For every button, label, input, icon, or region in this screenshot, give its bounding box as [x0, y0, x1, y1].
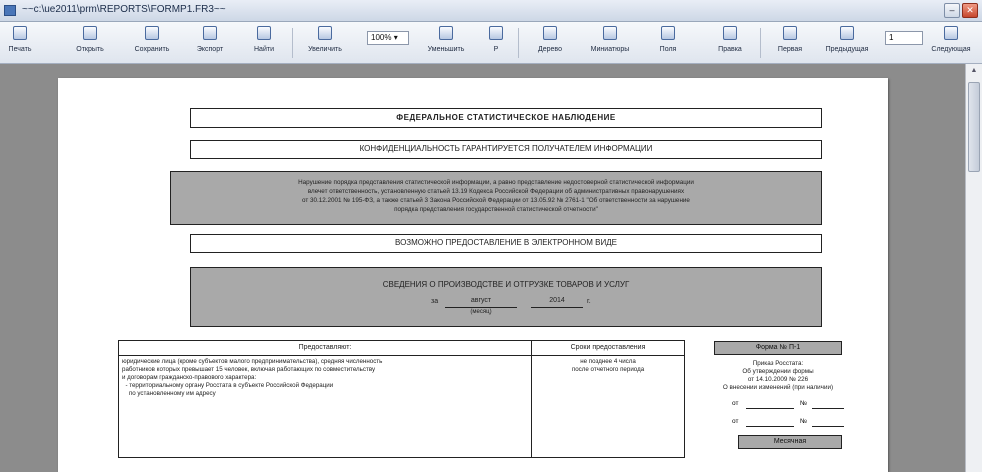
previous-page-icon: [840, 26, 854, 40]
report-page: [58, 78, 888, 472]
fullscreen-icon: [489, 26, 503, 40]
month-underline: [445, 307, 517, 308]
outline-button[interactable]: Дерево: [530, 24, 570, 62]
order-line: от 14.10.2009 № 226: [747, 376, 809, 383]
pencil-icon: [723, 26, 737, 40]
toolbar-separator: [518, 28, 519, 58]
first-page-icon: [783, 26, 797, 40]
scroll-up-icon[interactable]: ▲: [970, 67, 978, 74]
thumbnails-button[interactable]: Миниатюры: [586, 24, 634, 62]
order-line: Приказ Росстата:: [752, 360, 804, 367]
edit-button[interactable]: Правка: [710, 24, 750, 62]
order-number-line: [812, 408, 844, 409]
report-title: СВЕДЕНИЯ О ПРОИЗВОДСТВЕ И ОТГРУЗКЕ ТОВАРОВ И УСЛУГ: [382, 280, 630, 289]
deadline-line: не позднее 4 числа: [580, 358, 636, 365]
period-prefix: за: [431, 298, 439, 305]
fullscreen-button[interactable]: Р: [486, 24, 506, 62]
close-button[interactable]: ✕: [962, 3, 978, 18]
print-button[interactable]: Печать: [2, 24, 38, 62]
submitter-line: по установленному им адресу: [122, 390, 216, 397]
submitters-header: Предоставляют:: [119, 341, 531, 356]
change-number-line: [812, 426, 844, 427]
order-from-label: от: [732, 400, 739, 407]
scroll-thumb[interactable]: [968, 82, 980, 172]
submitter-line: и договорам гражданско-правового характера:: [122, 374, 257, 381]
change-from-label: от: [732, 418, 739, 425]
zoom-in-icon: [318, 26, 332, 40]
tree-icon: [543, 26, 557, 40]
zoom-out-button[interactable]: Уменьшить: [418, 24, 474, 62]
zoom-in-button[interactable]: Увеличить: [300, 24, 350, 62]
report-title-block: [190, 267, 822, 327]
penalty-line: от 30.12.2001 № 195-ФЗ, а также статьей 3 Закона Российской Федерации от 13.05.92 № 2761-1 "Об ответственности за нарушение: [302, 197, 690, 204]
folder-icon: [83, 26, 97, 40]
page-setup-icon: [661, 26, 675, 40]
penalty-notice: [170, 171, 822, 225]
zoom-select[interactable]: 100% ▾: [367, 31, 409, 45]
zoom-out-icon: [439, 26, 453, 40]
report-year: 2014: [549, 297, 565, 304]
penalty-line: влечет ответственность, установленную статьей 13.19 Кодекса Российской Федерации об административных правонарушениях: [307, 188, 685, 195]
order-number-label: №: [800, 400, 807, 407]
open-button[interactable]: Открыть: [72, 24, 108, 62]
find-button[interactable]: Найти: [246, 24, 282, 62]
app-icon: [4, 5, 16, 16]
toolbar: [0, 22, 982, 64]
deadline-line: после отчетного периода: [571, 366, 645, 373]
change-number-label: №: [800, 418, 807, 425]
window-title: ~~c:\ue2011\prm\REPORTS\FORMP1.FR3~~: [22, 4, 226, 15]
first-page-button[interactable]: Первая: [770, 24, 810, 62]
change-date-line: [746, 426, 794, 427]
submitter-line: работников которых превышает 15 человек, включая работающих по совместительству: [122, 366, 376, 373]
title-bar: [0, 0, 982, 22]
penalty-line: Нарушение порядка представления статистической информации, а равно представление недостоверной статистической информации: [298, 179, 694, 186]
header-confidentiality: КОНФИДЕНЦИАЛЬНОСТЬ ГАРАНТИРУЕТСЯ ПОЛУЧАТЕЛЕМ ИНФОРМАЦИИ: [190, 140, 822, 159]
report-month: август: [470, 297, 492, 304]
header-electronic: ВОЗМОЖНО ПРЕДОСТАВЛЕНИЕ В ЭЛЕКТРОННОМ ВИДЕ: [190, 234, 822, 253]
penalty-line: порядка представления государственной статистической отчетности": [394, 206, 598, 213]
previous-page-button[interactable]: Предыдущая: [818, 24, 876, 62]
submitter-line: - территориальному органу Росстата в субъекте Российской Федерации: [122, 382, 334, 389]
margins-button[interactable]: Поля: [652, 24, 684, 62]
next-page-button[interactable]: Следующая: [926, 24, 976, 62]
order-line: Об утверждении формы: [742, 368, 814, 375]
export-button[interactable]: Экспорт: [190, 24, 230, 62]
form-number: Форма № П-1: [714, 341, 842, 355]
binoculars-icon: [257, 26, 271, 40]
floppy-icon: [145, 26, 159, 40]
zoom-value: 100%: [371, 33, 392, 42]
month-caption: (месяц): [470, 309, 492, 315]
page-number-input[interactable]: 1: [885, 31, 923, 45]
save-button[interactable]: Сохранить: [128, 24, 176, 62]
periodicity-label: Месячная: [738, 435, 842, 449]
order-line: О внесении изменений (при наличии): [722, 384, 834, 391]
submitters-table: [118, 340, 685, 458]
vertical-scrollbar[interactable]: [965, 64, 982, 472]
thumbnails-icon: [603, 26, 617, 40]
minimize-button[interactable]: –: [944, 3, 960, 18]
deadline-header: Сроки предоставления: [532, 341, 684, 356]
year-underline: [531, 307, 583, 308]
next-page-icon: [944, 26, 958, 40]
printer-icon: [13, 26, 27, 40]
export-icon: [203, 26, 217, 40]
toolbar-separator: [292, 28, 293, 58]
toolbar-separator: [760, 28, 761, 58]
submitter-line: юридические лица (кроме субъектов малого предпринимательства), средняя численность: [122, 358, 383, 365]
header-federal-observation: ФЕДЕРАЛЬНОЕ СТАТИСТИЧЕСКОЕ НАБЛЮДЕНИЕ: [190, 108, 822, 128]
order-date-line: [746, 408, 794, 409]
year-suffix: г.: [587, 298, 591, 305]
